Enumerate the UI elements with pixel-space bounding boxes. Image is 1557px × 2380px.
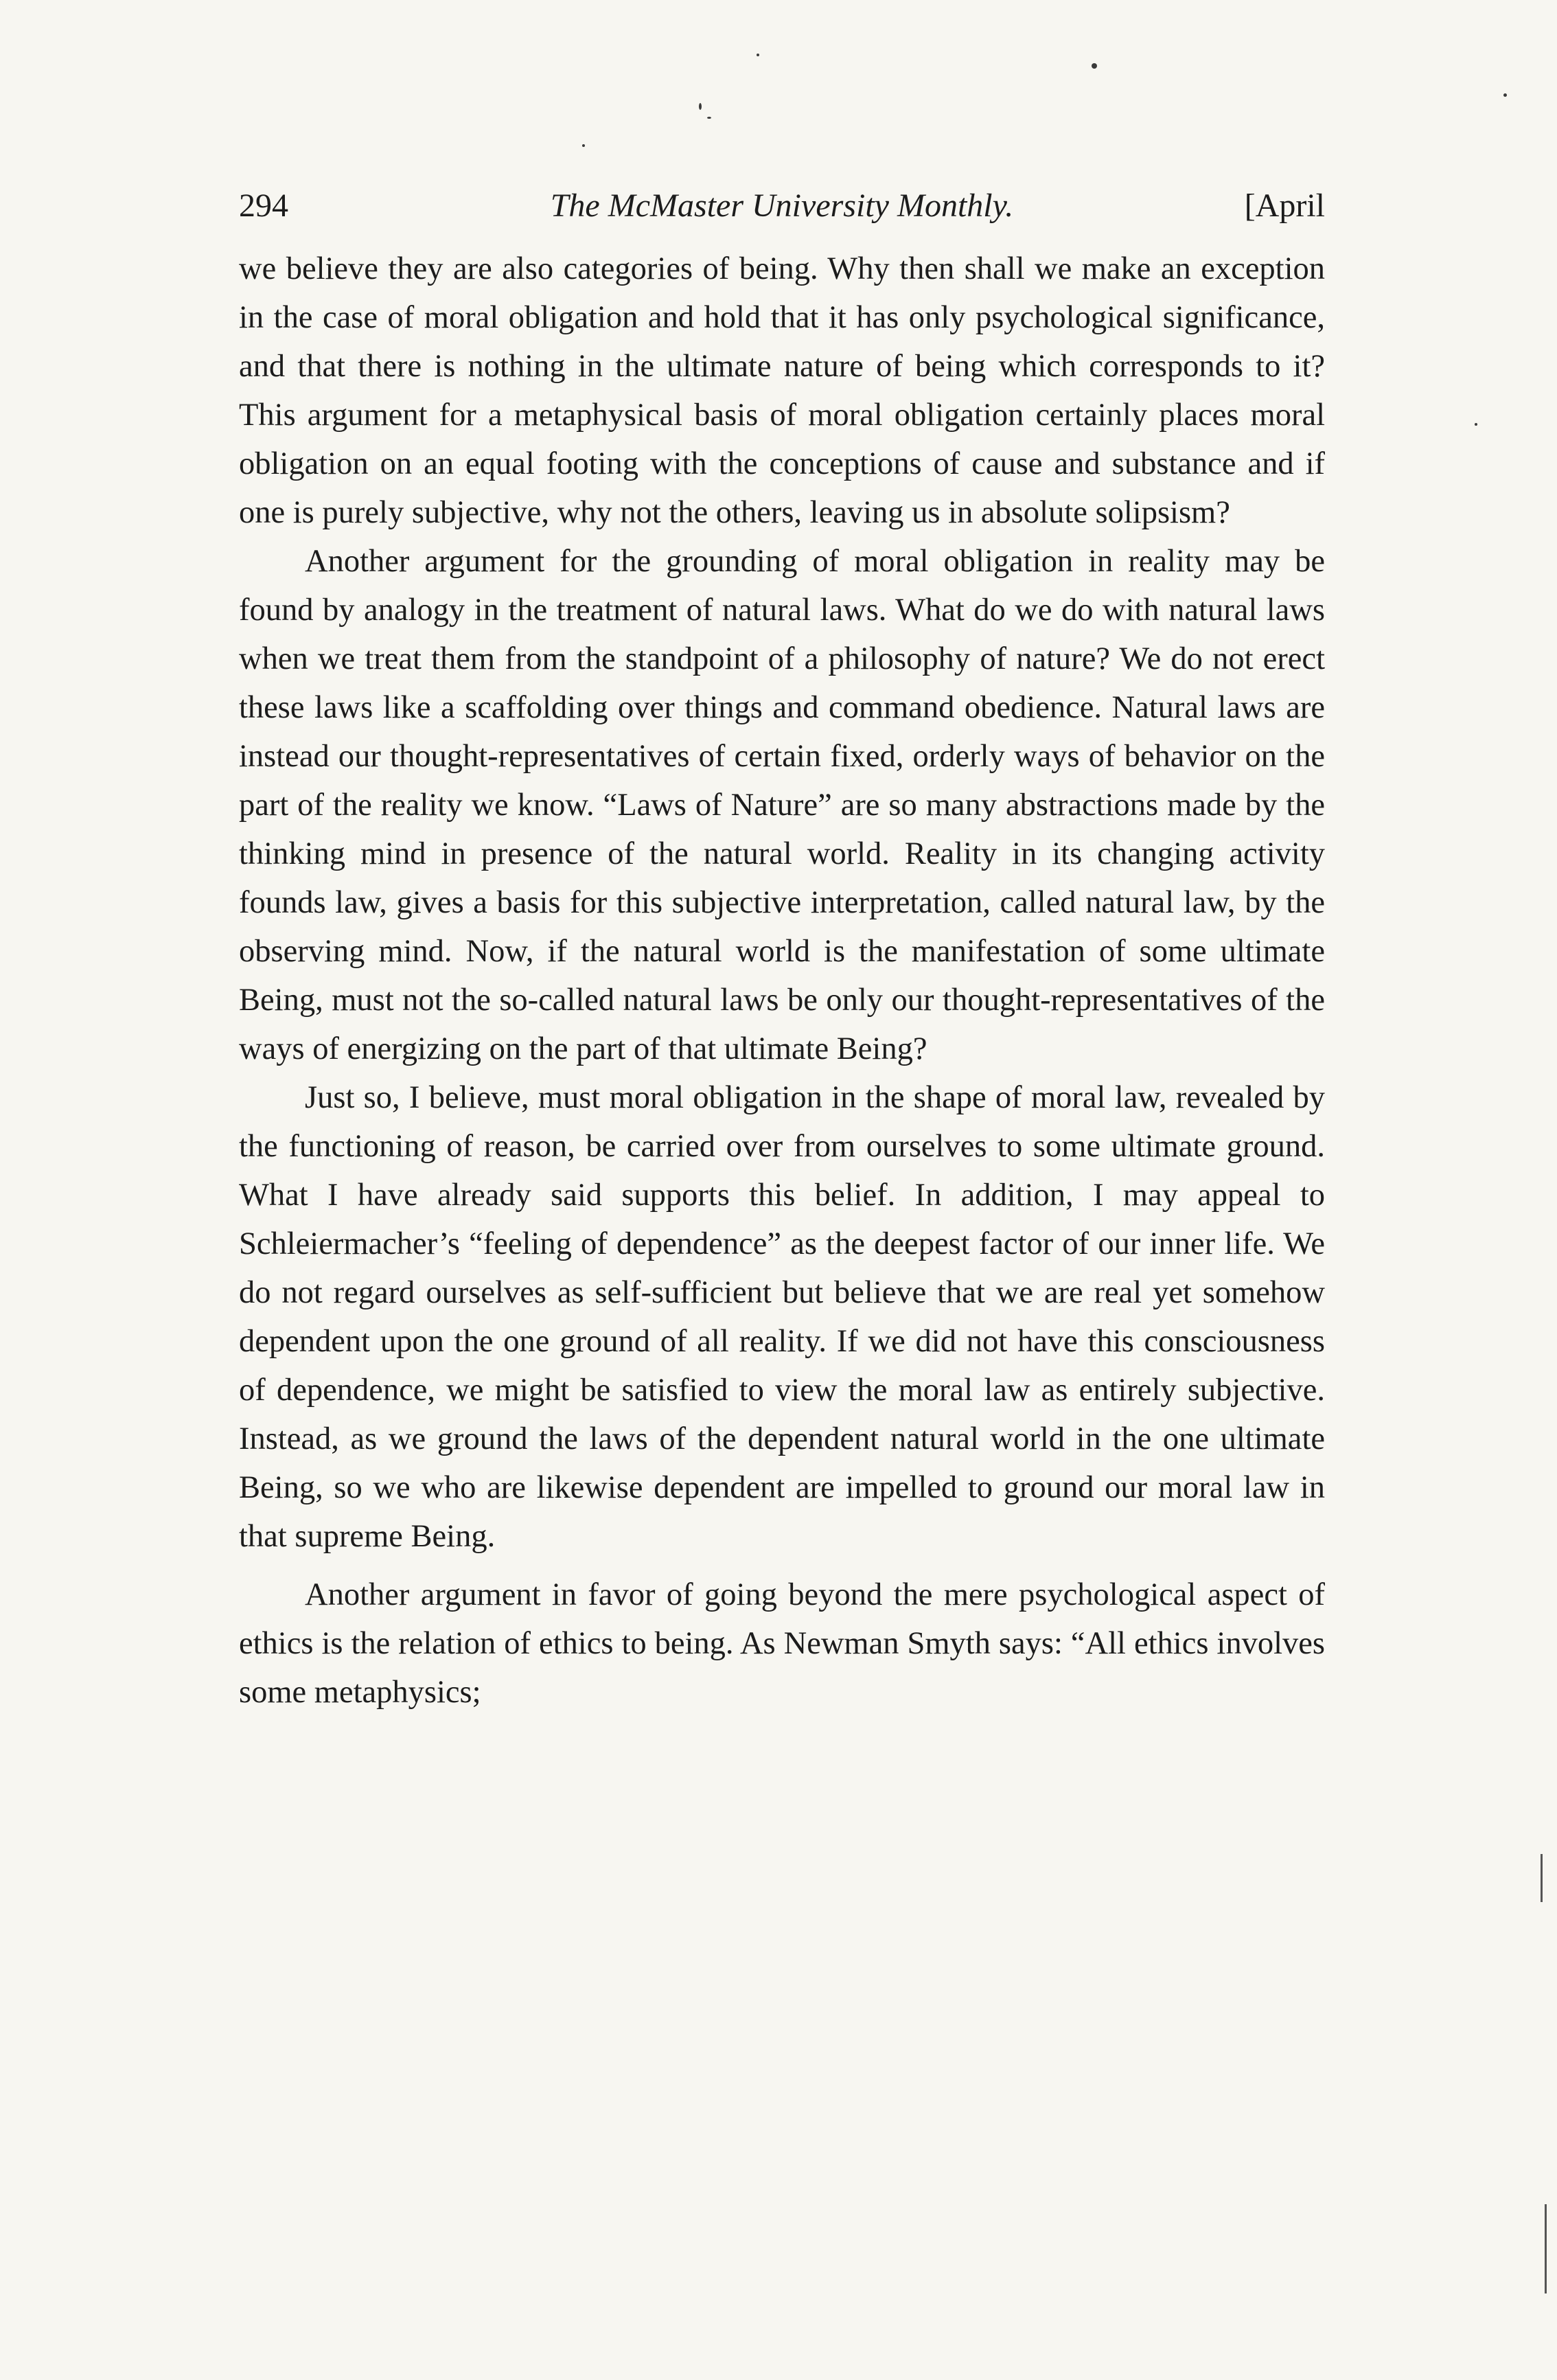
running-head: [239, 177, 1325, 235]
paragraph-natural-laws: Another argument for the grounding of moral obligation in reality may be found by analogy in the treatment of natural laws. What do we do with natural laws when we treat them from the standpoint of a philosophy of nature? We do not erect these laws like a scaffolding over things and command obedience. Natural laws are instead our thought-representatives of certain fixed, orderly ways of behavior on the part of the reality we know. “Laws of Nature” are so many abstractions made by the thinking mind in presence of the natural world. Reality in its changing activity founds law, gives a basis for this subjective interpretation, called natural law, by the observing mind. Now, if the natural world is the manifestation of some ultimate Being, must not the so-called natural laws be only our thought-representatives of the ways of energizing on the part of that ultimate Being?: [239, 544, 1325, 1066]
article-body: [239, 244, 1325, 1717]
paragraph-ethics-being: Another argument in favor of going beyond the mere psychological aspect of ethics is the relation of ethics to being. As Newman Smyth says: “All ethics involves some metaphysics;: [239, 1577, 1325, 1710]
document-page: [239, 177, 1325, 1717]
scan-speck: [699, 103, 702, 110]
margin-mark: [1541, 1854, 1543, 1902]
scan-speck: [1503, 93, 1507, 97]
page-number: 294: [239, 187, 288, 224]
scan-speck: [1475, 423, 1477, 426]
journal-title: The McMaster University Monthly.: [550, 187, 1014, 224]
scan-speck: [1092, 63, 1097, 69]
paragraph-continued: we believe they are also categories of being. Why then shall we make an exception in the case of moral obligation and hold that it has only psychological significance, and that there is nothing in the ultimate nature of being which corresponds to it? This argument for a metaphysical basis of moral obligation certainly places moral obligation on an equal footing with the conceptions of cause and substance and if one is purely subjective, why not the others, leaving us in absolute solipsism?: [239, 251, 1325, 530]
margin-mark: [1545, 2204, 1547, 2293]
paragraph-moral-law: Just so, I believe, must moral obligation in the shape of moral law, revealed by the functioning of reason, be carried over from ourselves to some ultimate ground. What I have already said supports this belief. In addition, I may appeal to Schleiermacher’s “feeling of dependence” as the deepest factor of our inner life. We do not regard ourselves as self-sufficient but believe that we are real yet somehow dependent upon the one ground of all reality. If we did not have this consciousness of dependence, we might be satisfied to view the moral law as entirely subjective. Instead, as we ground the laws of the dependent natural world in the one ultimate Being, so we who are likewise dependent are impelled to ground our moral law in that supreme Being.: [239, 1080, 1325, 1554]
scan-speck: [757, 54, 759, 56]
issue-month: [April: [1244, 187, 1325, 224]
scan-speck: [582, 144, 585, 147]
scan-speck: [707, 117, 711, 119]
